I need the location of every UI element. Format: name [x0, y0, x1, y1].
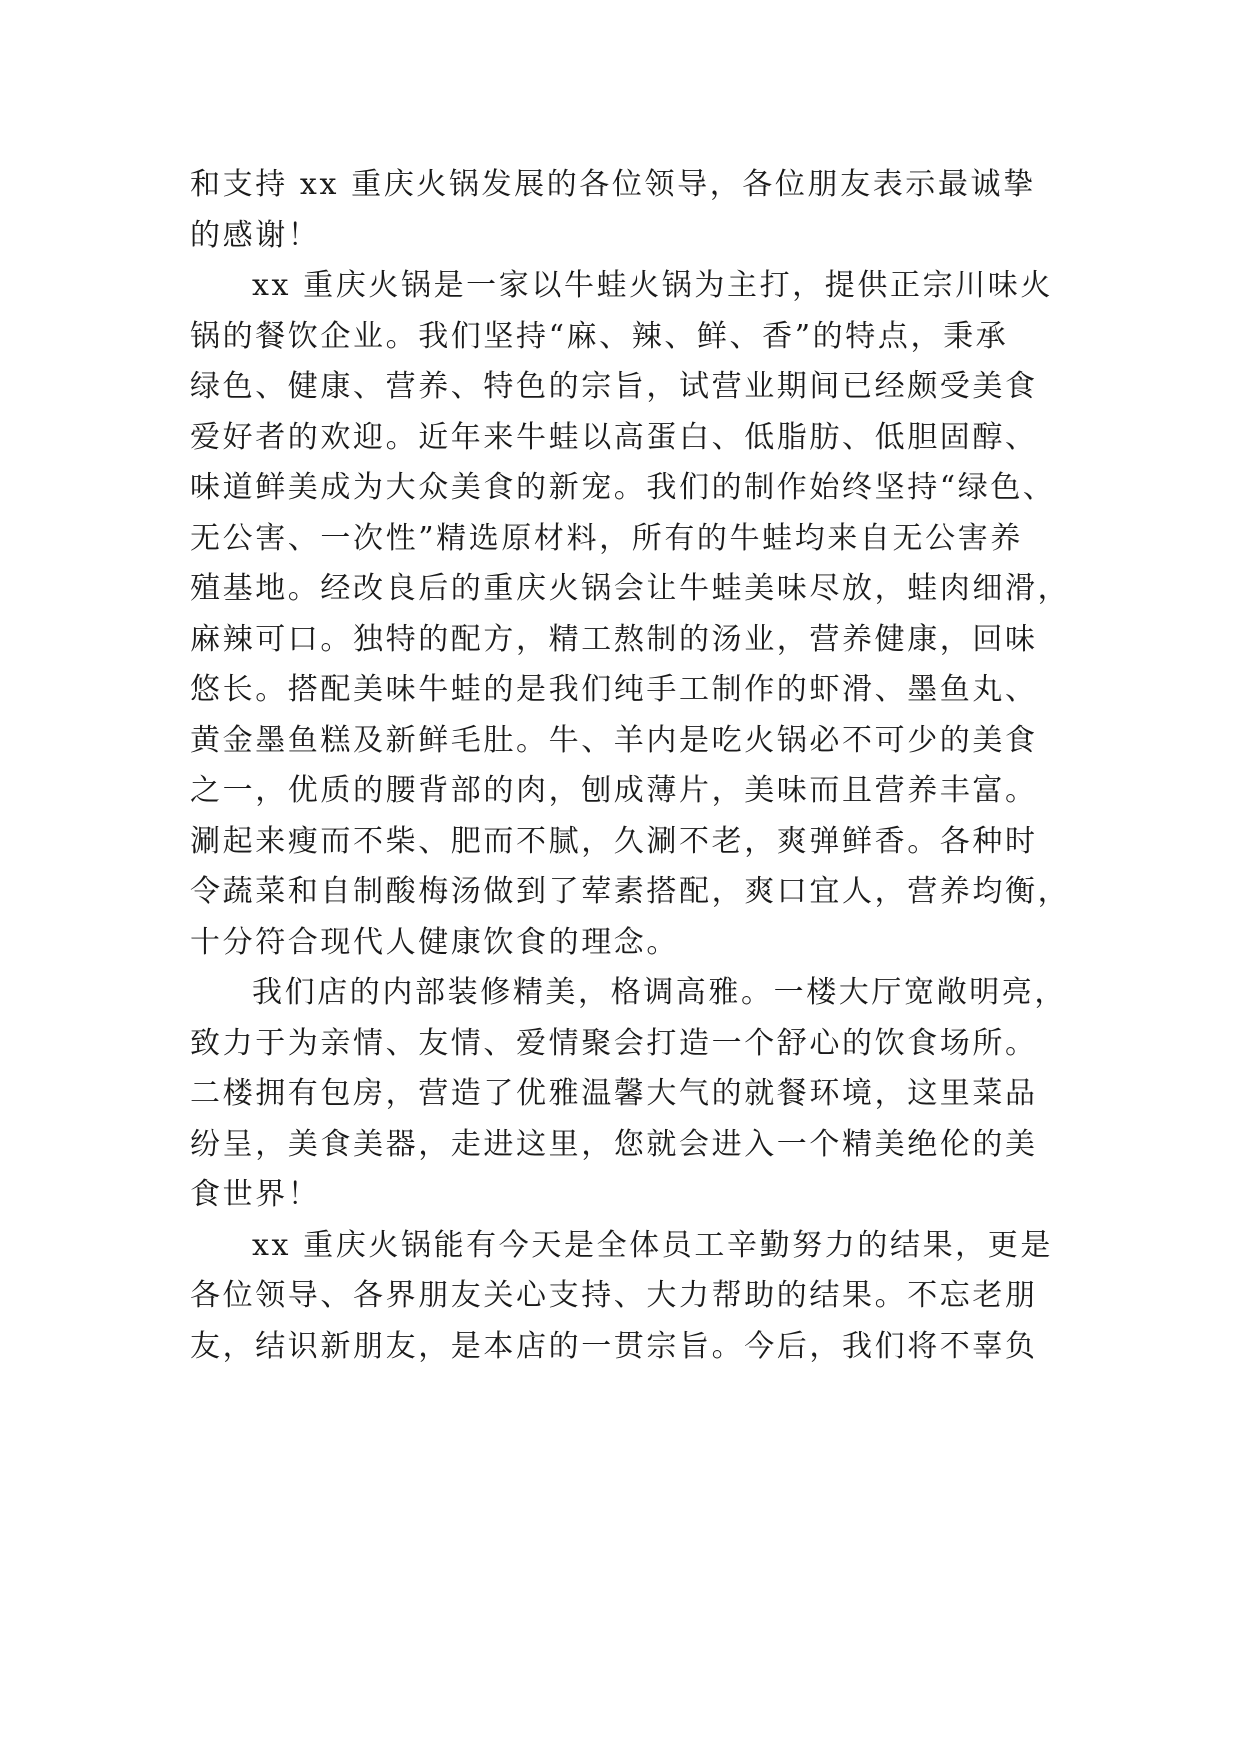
- text-line: 殖基地。经改良后的重庆火锅会让牛蛙美味尽放，蛙肉细滑，: [190, 571, 1071, 606]
- paragraph-3: [190, 968, 1067, 1221]
- text-line: 麻辣可口。独特的配方，精工熬制的汤业，营养健康，回味: [190, 621, 1038, 657]
- paragraph-1: [190, 160, 1050, 261]
- text-line: 的感谢！: [190, 217, 321, 253]
- text-line: 绿色、健康、营养、特色的宗旨，试营业期间已经颇受美食: [190, 369, 1038, 404]
- text-line: 爱好者的欢迎。近年来牛蛙以高蛋白、低脂肪、低胆固醇、: [190, 419, 1038, 455]
- text-line: 致力于为亲情、友情、爱情聚会打造一个舒心的饮食场所。: [190, 1025, 1038, 1061]
- paragraph-2: [190, 261, 1071, 968]
- text-line: 悠长。搭配美味牛蛙的是我们纯手工制作的虾滑、墨鱼丸、: [190, 672, 1038, 707]
- paragraph-4: [190, 1221, 1053, 1373]
- text-line: 锅的餐饮企业。我们坚持“麻、辣、鲜、香”的特点，秉承: [190, 318, 1009, 354]
- text-line: 无公害、一次性”精选原材料，所有的牛蛙均来自无公害养: [190, 520, 1023, 556]
- text-line: 和支持 xx 重庆火锅发展的各位领导，各位朋友表示最诚挚: [190, 167, 1036, 202]
- text-line: 纷呈，美食美器，走进这里，您就会进入一个精美绝伦的美: [190, 1126, 1038, 1162]
- text-line: 我们店的内部装修精美，格调高雅。一楼大厅宽敞明亮，: [252, 975, 1067, 1010]
- text-line: 友，结识新朋友，是本店的一贯宗旨。今后，我们将不辜负: [190, 1328, 1038, 1364]
- text-line: 食世界！: [190, 1177, 321, 1212]
- text-line: xx 重庆火锅是一家以牛蛙火锅为主打，提供正宗川味火: [252, 268, 1053, 303]
- text-line: 之一，优质的腰背部的肉，刨成薄片，美味而且营养丰富。: [190, 773, 1038, 808]
- text-line: xx 重庆火锅能有今天是全体员工辛勤努力的结果，更是: [252, 1227, 1053, 1263]
- text-line: 二楼拥有包房，营造了优雅温馨大气的就餐环境，这里菜品: [190, 1076, 1038, 1111]
- text-line: 涮起来瘦而不柴、肥而不腻，久涮不老，爽弹鲜香。各种时: [190, 823, 1038, 859]
- text-line: 味道鲜美成为大众美食的新宠。我们的制作始终坚持“绿色、: [190, 470, 1056, 505]
- text-line: 十分符合现代人健康饮食的理念。: [190, 924, 679, 960]
- text-line: 令蔬菜和自制酸梅汤做到了荤素搭配，爽口宜人，营养均衡，: [190, 874, 1071, 909]
- text-line: 各位领导、各界朋友关心支持、大力帮助的结果。不忘老朋: [190, 1278, 1038, 1313]
- document-body: [190, 160, 1071, 1372]
- text-line: 黄金墨鱼糕及新鲜毛肚。牛、羊内是吃火锅必不可少的美食: [190, 722, 1038, 758]
